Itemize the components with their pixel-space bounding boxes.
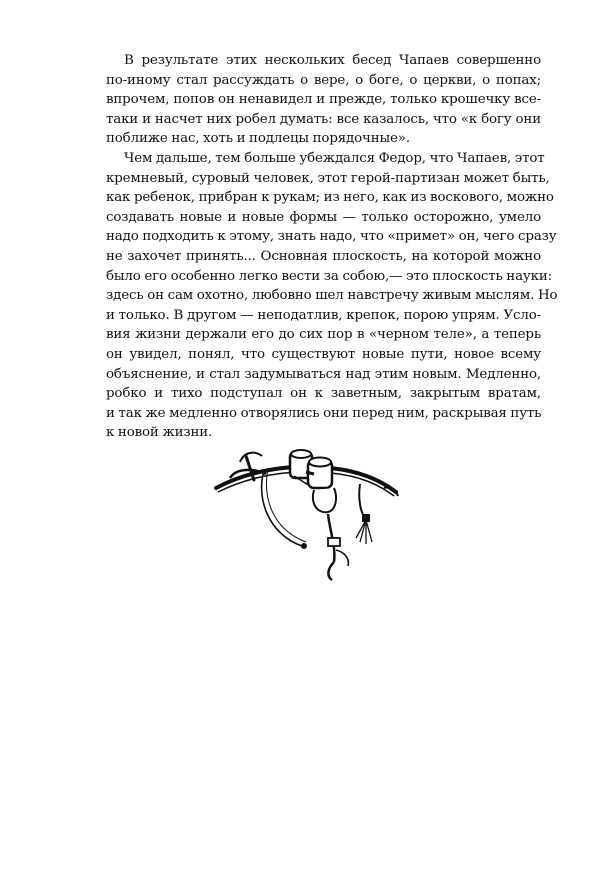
- text-line: и только. В другом — неподатлив, крепок, порою упрям. Усло-: [106, 307, 541, 323]
- text-line: не захочет принять... Основная плоскость, на которой можно: [106, 248, 541, 264]
- body-text: [88, 51, 558, 443]
- text-line: таки и насчет них робел думать: все казалось, что «к богу они: [106, 111, 541, 127]
- saber-and-field-glasses-vignette-icon: [210, 438, 402, 584]
- text-line: В результате этих нескольких бесед Чапаев совершенно: [124, 53, 541, 68]
- text-line: здесь он сам охотно, любовно шел навстречу живым мыслям. Но: [106, 288, 558, 304]
- text-line: впрочем, попов он ненавидел и прежде, только крошечку все-: [106, 92, 541, 108]
- text-line: кремневый, суровый человек, этот герой-партизан может быть,: [106, 170, 550, 186]
- text-line: вия жизни держали его до сих пор в «черном теле», а теперь: [106, 327, 541, 343]
- text-line: создавать новые и новые формы — только осторожно, умело: [106, 209, 541, 225]
- paragraph-2: [88, 149, 558, 443]
- text-line: поближе нас, хоть и подлецы порядочные».: [106, 131, 410, 147]
- text-line: как ребенок, прибран к рукам; из него, как из воскового, можно: [106, 190, 554, 206]
- text-line: и так же медленно отворялись они перед ним, раскрывая путь: [106, 405, 542, 421]
- paragraph-1: [88, 51, 541, 149]
- text-line: было его особенно легко вести за собою,— это плоскость науки:: [106, 268, 553, 284]
- text-line: надо подходить к этому, знать надо, что «примет» он, чего сразу: [106, 229, 557, 245]
- text-line: Чем дальше, тем больше убеждался Федор, что Чапаев, этот: [124, 150, 545, 166]
- text-line: по-иному стал рассуждать о вере, о боге, о церкви, о попах;: [106, 72, 541, 88]
- text-line: объяснение, и стал задумываться над этим новым. Медленно,: [106, 366, 541, 382]
- text-line: робко и тихо подступал он к заветным, закрытым вратам,: [106, 386, 541, 402]
- text-line: он увидел, понял, что существуют новые пути, новое всему: [106, 346, 541, 362]
- text-line: к новой жизни.: [106, 425, 213, 441]
